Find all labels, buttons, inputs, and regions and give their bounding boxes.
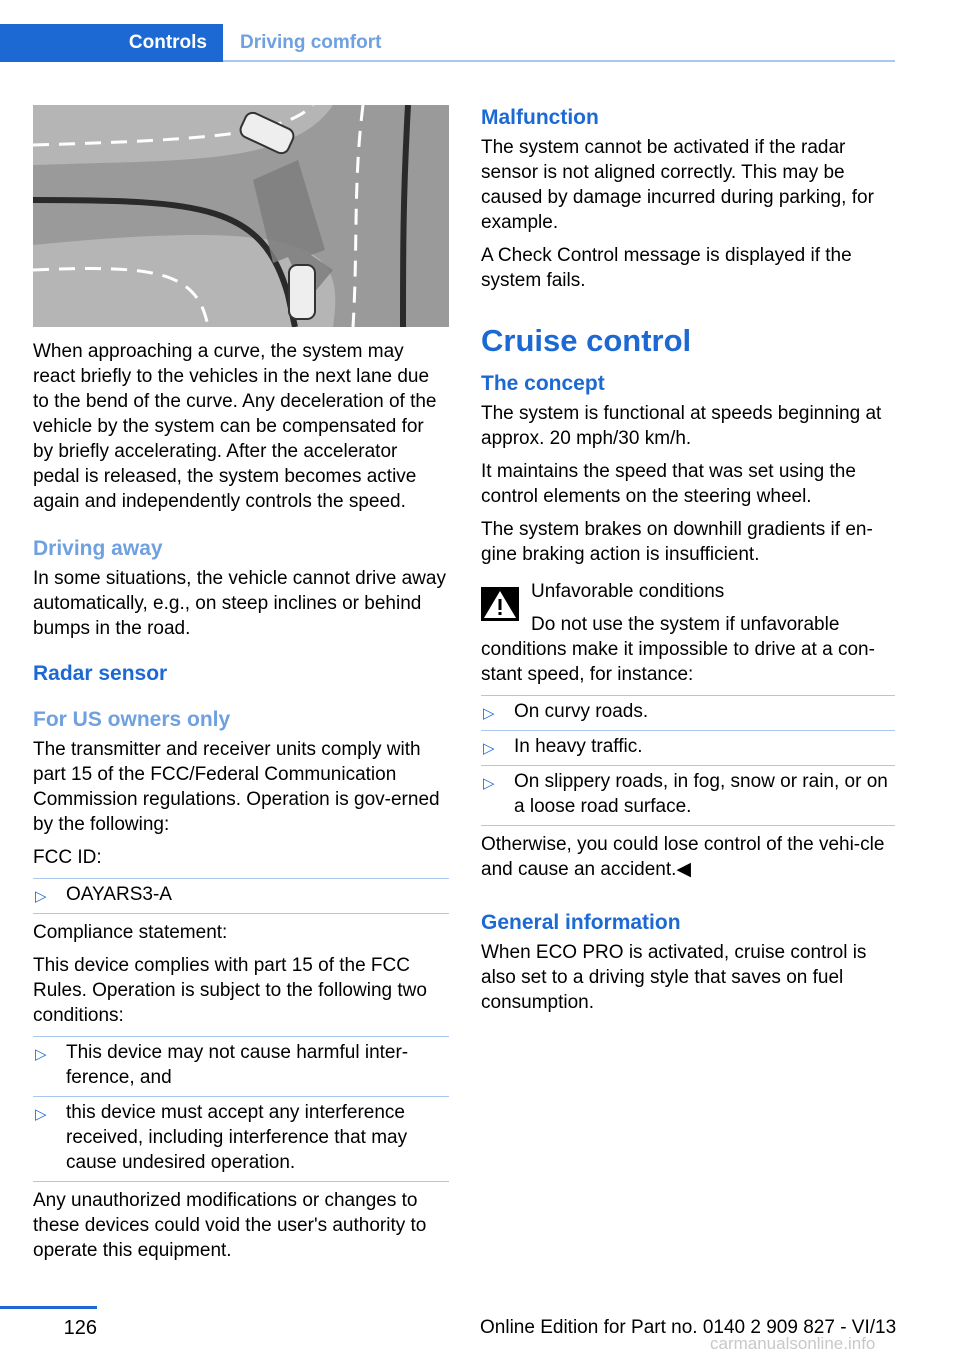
driving-away-paragraph: In some situations, the vehicle cannot drive away automatically, e.g., on steep inclines or behind bumps in the road. xyxy=(33,568,446,639)
heading-general-information: General information xyxy=(481,911,681,934)
concept-paragraph-1: The system is functional at speeds beginning at approx. 20 mph/30 km/h. xyxy=(481,403,882,449)
concept-paragraph-3: The system brakes on downhill gradients if en‐gine braking action is insufficient. xyxy=(481,519,873,565)
warning-triangle-icon xyxy=(481,587,519,621)
list-item: ▷ this device must accept any interference received, including interference that may cause undesired operation. xyxy=(33,1096,449,1182)
us-paragraph: The transmitter and receiver units comply with part 15 of the FCC/Federal Communication Commission regulations. Operation is gov‐erned by the following: xyxy=(33,739,440,835)
triangle-right-icon: ▷ xyxy=(483,705,495,722)
compliance-label: Compliance statement: xyxy=(33,922,228,943)
curve-diagram-figure xyxy=(33,105,449,327)
heading-driving-away: Driving away xyxy=(33,537,163,560)
list-item: ▷ This device may not cause harmful inter‐ference, and xyxy=(33,1036,449,1096)
footer-rule xyxy=(0,1306,97,1309)
heading-radar-sensor: Radar sensor xyxy=(33,662,168,685)
heading-us-owners: For US owners only xyxy=(33,708,231,731)
section-tab: Driving comfort xyxy=(240,32,382,53)
list-item: ▷ OAYARS3-A xyxy=(33,878,449,914)
compliance-paragraph: This device complies with part 15 of the FCC Rules. Operation is subject to the following two conditions: xyxy=(33,955,427,1026)
heading-cruise-control: Cruise control xyxy=(481,323,692,358)
page-header xyxy=(0,24,895,62)
edition-text: Online Edition for Part no. 0140 2 909 827 - VI/13 xyxy=(480,1317,897,1338)
triangle-right-icon: ▷ xyxy=(35,1046,47,1063)
triangle-right-icon: ▷ xyxy=(35,888,47,905)
conditions-list xyxy=(33,1036,449,1182)
heading-malfunction: Malfunction xyxy=(481,106,599,129)
page-number: 126 xyxy=(63,1317,97,1339)
otherwise-paragraph: Otherwise, you could lose control of the vehi‐cle and cause an accident.◀ xyxy=(481,834,885,880)
chapter-tab: Controls xyxy=(0,24,223,62)
curve-paragraph: When approaching a curve, the system may react briefly to the vehicles in the next lane due to the bend of the curve. Any deceleration of the vehicle by the system can be compensated for by briefly accelerating. After the accelerator pedal is released, the system becomes active again and independently controls the speed. xyxy=(33,341,437,512)
fcc-label: FCC ID: xyxy=(33,847,102,868)
warning-list xyxy=(481,695,895,826)
list-item: ▷ On slippery roads, in fog, snow or rain, or on a loose road surface. xyxy=(481,765,895,826)
general-paragraph: When ECO PRO is activated, cruise control is also set to a driving style that saves on fuel consumption. xyxy=(481,942,867,1013)
malfunction-paragraph-1: The system cannot be activated if the radar sensor is not aligned correctly. This may be caused by damage incurred during parking, for example. xyxy=(481,137,874,233)
triangle-right-icon: ▷ xyxy=(483,775,495,792)
modifications-paragraph: Any unauthorized modifications or changes to these devices could void the user's authority to operate this equipment. xyxy=(33,1190,427,1261)
header-rule xyxy=(223,60,895,62)
list-item: ▷ In heavy traffic. xyxy=(481,730,895,765)
left-column xyxy=(33,105,449,1271)
warning-title: Unfavorable conditions xyxy=(531,581,725,602)
list-item: ▷ On curvy roads. xyxy=(481,695,895,730)
warning-block xyxy=(481,579,895,604)
right-column xyxy=(481,105,895,1023)
warning-text: Do not use the system if unfavorable conditions make it impossible to drive at a con‐stant speed, for instance: xyxy=(481,614,875,685)
triangle-right-icon: ▷ xyxy=(483,740,495,757)
concept-paragraph-2: It maintains the speed that was set using the control elements on the steering wheel. xyxy=(481,461,856,507)
heading-concept: The concept xyxy=(481,372,605,395)
fcc-list xyxy=(33,878,449,914)
watermark: carmanualsonline.info xyxy=(710,1334,876,1353)
triangle-right-icon: ▷ xyxy=(35,1106,47,1123)
malfunction-paragraph-2: A Check Control message is displayed if the system fails. xyxy=(481,245,852,291)
